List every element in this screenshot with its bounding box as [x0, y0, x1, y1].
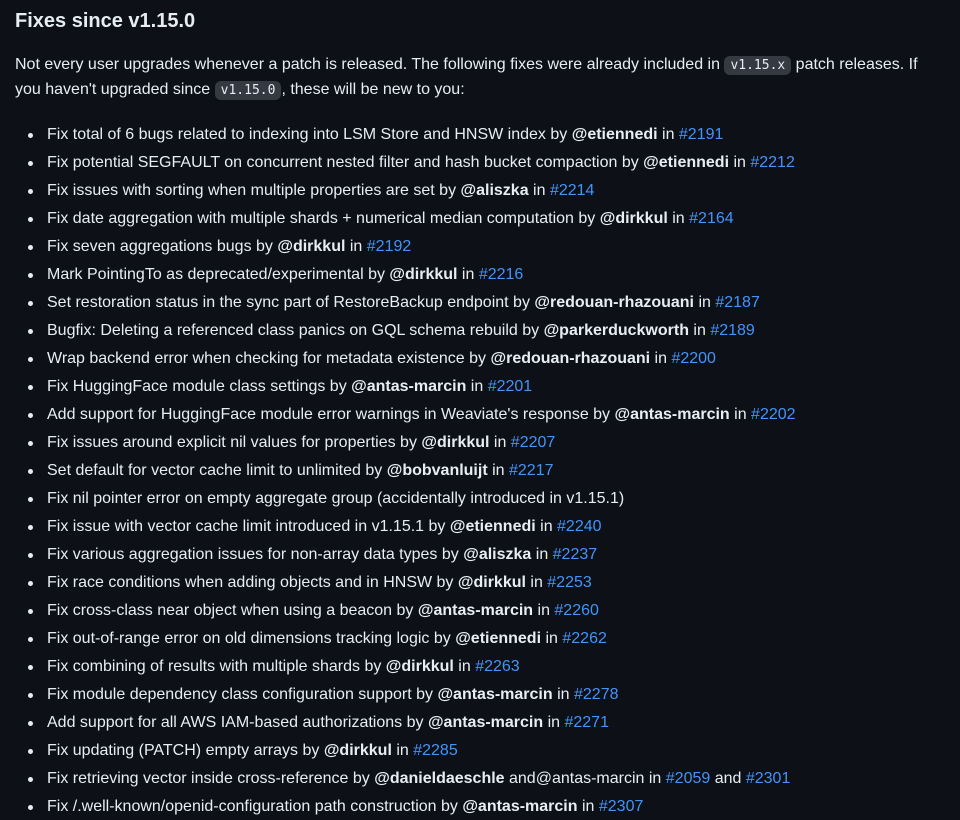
author-mention: @etiennedi [455, 630, 542, 647]
fix-text: Fix various aggregation issues for non-array data types by [47, 546, 464, 563]
pr-link[interactable]: #2260 [554, 602, 599, 619]
intro-paragraph [15, 53, 945, 103]
fix-in-text: in [729, 154, 751, 171]
fix-in-text: in [729, 406, 752, 423]
fix-item [47, 291, 945, 319]
author-mention: @bobvanluijt [386, 462, 488, 479]
author-mention: @aliszka [463, 546, 532, 563]
author-mention: @dirkkul [421, 434, 490, 451]
fix-in-text: in [667, 210, 690, 227]
pr-link[interactable]: #2214 [549, 182, 595, 199]
fix-item [47, 627, 945, 655]
intro-text-1: Not every user upgrades whenever a patch is released. The following fixes were already included in [15, 56, 725, 73]
fix-item [47, 207, 945, 235]
fix-item [47, 375, 945, 403]
fix-item [47, 235, 945, 263]
fix-item [47, 263, 945, 291]
fix-text: Fix cross-class near object when using a beacon by [47, 602, 418, 619]
pr-link[interactable]: #2217 [509, 462, 554, 479]
fix-text: Fix HuggingFace module class settings by [47, 378, 352, 395]
fix-text: Fix issues with sorting when multiple properties are set by [47, 182, 461, 199]
author-mention: @dirkkul [277, 238, 346, 255]
intro-text-2: patch releases. If you haven't upgraded since [15, 56, 918, 98]
inline-code-version-0: v1.15.0 [215, 81, 282, 100]
fix-text: Fix /.well-known/openid-configuration path construction by [47, 798, 463, 815]
fix-in-text: in [541, 630, 563, 647]
fix-item [47, 795, 945, 820]
fix-in-text: in [552, 686, 574, 703]
fix-in-text: in [487, 462, 509, 479]
pr-link[interactable]: #2285 [413, 742, 458, 759]
pr-link[interactable]: #2240 [557, 518, 602, 535]
author-mention: @antas-marcin [417, 602, 534, 619]
fix-item [47, 179, 945, 207]
author-mention: @dirkkul [389, 266, 458, 283]
fix-text: Fix combining of results with multiple shards by [47, 658, 386, 675]
fix-text: Fix retrieving vector inside cross-reference by [47, 770, 375, 787]
fix-item [47, 683, 945, 711]
fix-in-text: and@antas-marcin in [504, 770, 666, 787]
pr-link[interactable]: #2271 [564, 714, 609, 731]
fix-item [47, 431, 945, 459]
fix-item [47, 123, 945, 151]
fix-text: Add support for all AWS IAM-based authorizations by [47, 714, 428, 731]
fix-text: Bugfix: Deleting a referenced class panics on GQL schema rebuild by [47, 322, 544, 339]
pr-link-second[interactable]: #2301 [745, 770, 791, 787]
fixes-list [15, 123, 945, 820]
author-mention: @etiennedi [643, 154, 730, 171]
author-mention: @redouan-rhazouani [534, 294, 694, 311]
pr-link[interactable]: #2059 [665, 770, 711, 787]
pr-link[interactable]: #2263 [475, 658, 520, 675]
fix-in-text: in [525, 574, 548, 591]
pr-link[interactable]: #2216 [478, 266, 524, 283]
pr-link[interactable]: #2237 [552, 546, 598, 563]
fix-and-text: and [710, 770, 746, 787]
author-mention: @antas-marcin [351, 378, 467, 395]
fix-item [47, 571, 945, 599]
author-mention: @etiennedi [571, 126, 658, 143]
author-mention: @dirkkul [599, 210, 668, 227]
pr-link[interactable]: #2307 [598, 798, 644, 815]
fix-text: Wrap backend error when checking for metadata existence by [47, 350, 491, 367]
section-heading: Fixes since v1.15.0 [15, 10, 196, 32]
fix-text: Fix out-of-range error on old dimensions tracking logic by [47, 630, 456, 647]
fix-in-text: in [457, 266, 479, 283]
pr-link[interactable]: #2278 [574, 686, 619, 703]
pr-link[interactable]: #2262 [562, 630, 607, 647]
author-mention: @aliszka [460, 182, 529, 199]
fix-item [47, 151, 945, 179]
fix-in-text: in [453, 658, 476, 675]
fix-in-text: in [694, 294, 716, 311]
author-mention: @dirkkul [323, 742, 392, 759]
pr-link[interactable]: #2187 [715, 294, 760, 311]
fix-in-text: in [528, 182, 550, 199]
fix-in-text: in [531, 546, 553, 563]
fix-item [47, 739, 945, 767]
fix-in-text: in [657, 126, 679, 143]
fix-in-text: in [650, 350, 672, 367]
fix-in-text: in [577, 798, 599, 815]
author-mention: @antas-marcin [427, 714, 544, 731]
intro-text-3: , these will be new to you: [281, 81, 465, 98]
pr-link[interactable]: #2212 [750, 154, 795, 171]
pr-link[interactable]: #2202 [751, 406, 796, 423]
fix-item [47, 767, 945, 795]
pr-link[interactable]: #2207 [510, 434, 556, 451]
fix-text: Fix issue with vector cache limit introduced in v1.15.1 by [47, 518, 450, 535]
fix-item [47, 403, 945, 431]
fix-text: Fix race conditions when adding objects and in HNSW by [47, 574, 458, 591]
author-mention: @redouan-rhazouani [490, 350, 651, 367]
pr-link[interactable]: #2164 [689, 210, 734, 227]
author-mention: @dirkkul [385, 658, 454, 675]
fix-item [47, 543, 945, 571]
pr-link[interactable]: #2191 [678, 126, 724, 143]
fix-text: Fix issues around explicit nil values for properties by [47, 434, 422, 451]
fix-text: Fix nil pointer error on empty aggregate group (accidentally introduced in v1.15.1) [47, 490, 625, 507]
fix-item [47, 515, 945, 543]
fix-in-text: in [535, 518, 558, 535]
author-mention: @antas-marcin [462, 798, 578, 815]
pr-link[interactable]: #2253 [547, 574, 592, 591]
fix-item [47, 487, 945, 515]
fix-in-text: in [533, 602, 555, 619]
fix-in-text: in [345, 238, 367, 255]
pr-link[interactable]: #2192 [366, 238, 412, 255]
author-mention: @antas-marcin [437, 686, 553, 703]
fix-in-text: in [489, 434, 511, 451]
fix-item [47, 319, 945, 347]
pr-link[interactable]: #2201 [487, 378, 533, 395]
fix-in-text: in [543, 714, 565, 731]
inline-code-version-x: v1.15.x [724, 56, 791, 75]
author-mention: @parkerduckworth [543, 322, 689, 339]
fix-text: Fix potential SEGFAULT on concurrent nested filter and hash bucket compaction by [47, 154, 644, 171]
fix-item [47, 599, 945, 627]
author-mention: @dirkkul [457, 574, 526, 591]
pr-link[interactable]: #2200 [671, 350, 716, 367]
author-mention: @antas-marcin [614, 406, 730, 423]
author-mention: @etiennedi [449, 518, 536, 535]
fix-item [47, 711, 945, 739]
fix-in-text: in [466, 378, 488, 395]
fix-item [47, 655, 945, 683]
author-mention: @danieldaeschle [374, 770, 505, 787]
fix-text: Fix date aggregation with multiple shards + numerical median computation by [47, 210, 600, 227]
fix-text: Mark PointingTo as deprecated/experimental by [47, 266, 390, 283]
fix-text: Fix updating (PATCH) empty arrays by [47, 742, 324, 759]
fix-in-text: in [688, 322, 711, 339]
fix-text: Set restoration status in the sync part of RestoreBackup endpoint by [47, 294, 535, 311]
fix-item [47, 459, 945, 487]
fix-in-text: in [391, 742, 414, 759]
fix-text: Fix total of 6 bugs related to indexing into LSM Store and HNSW index by [47, 126, 572, 143]
fix-text: Fix seven aggregations bugs by [47, 238, 278, 255]
fix-text: Add support for HuggingFace module error warnings in Weaviate's response by [47, 406, 615, 423]
fix-text: Set default for vector cache limit to unlimited by [47, 462, 387, 479]
fix-item [47, 347, 945, 375]
pr-link[interactable]: #2189 [710, 322, 755, 339]
fix-text: Fix module dependency class configuration support by [47, 686, 438, 703]
